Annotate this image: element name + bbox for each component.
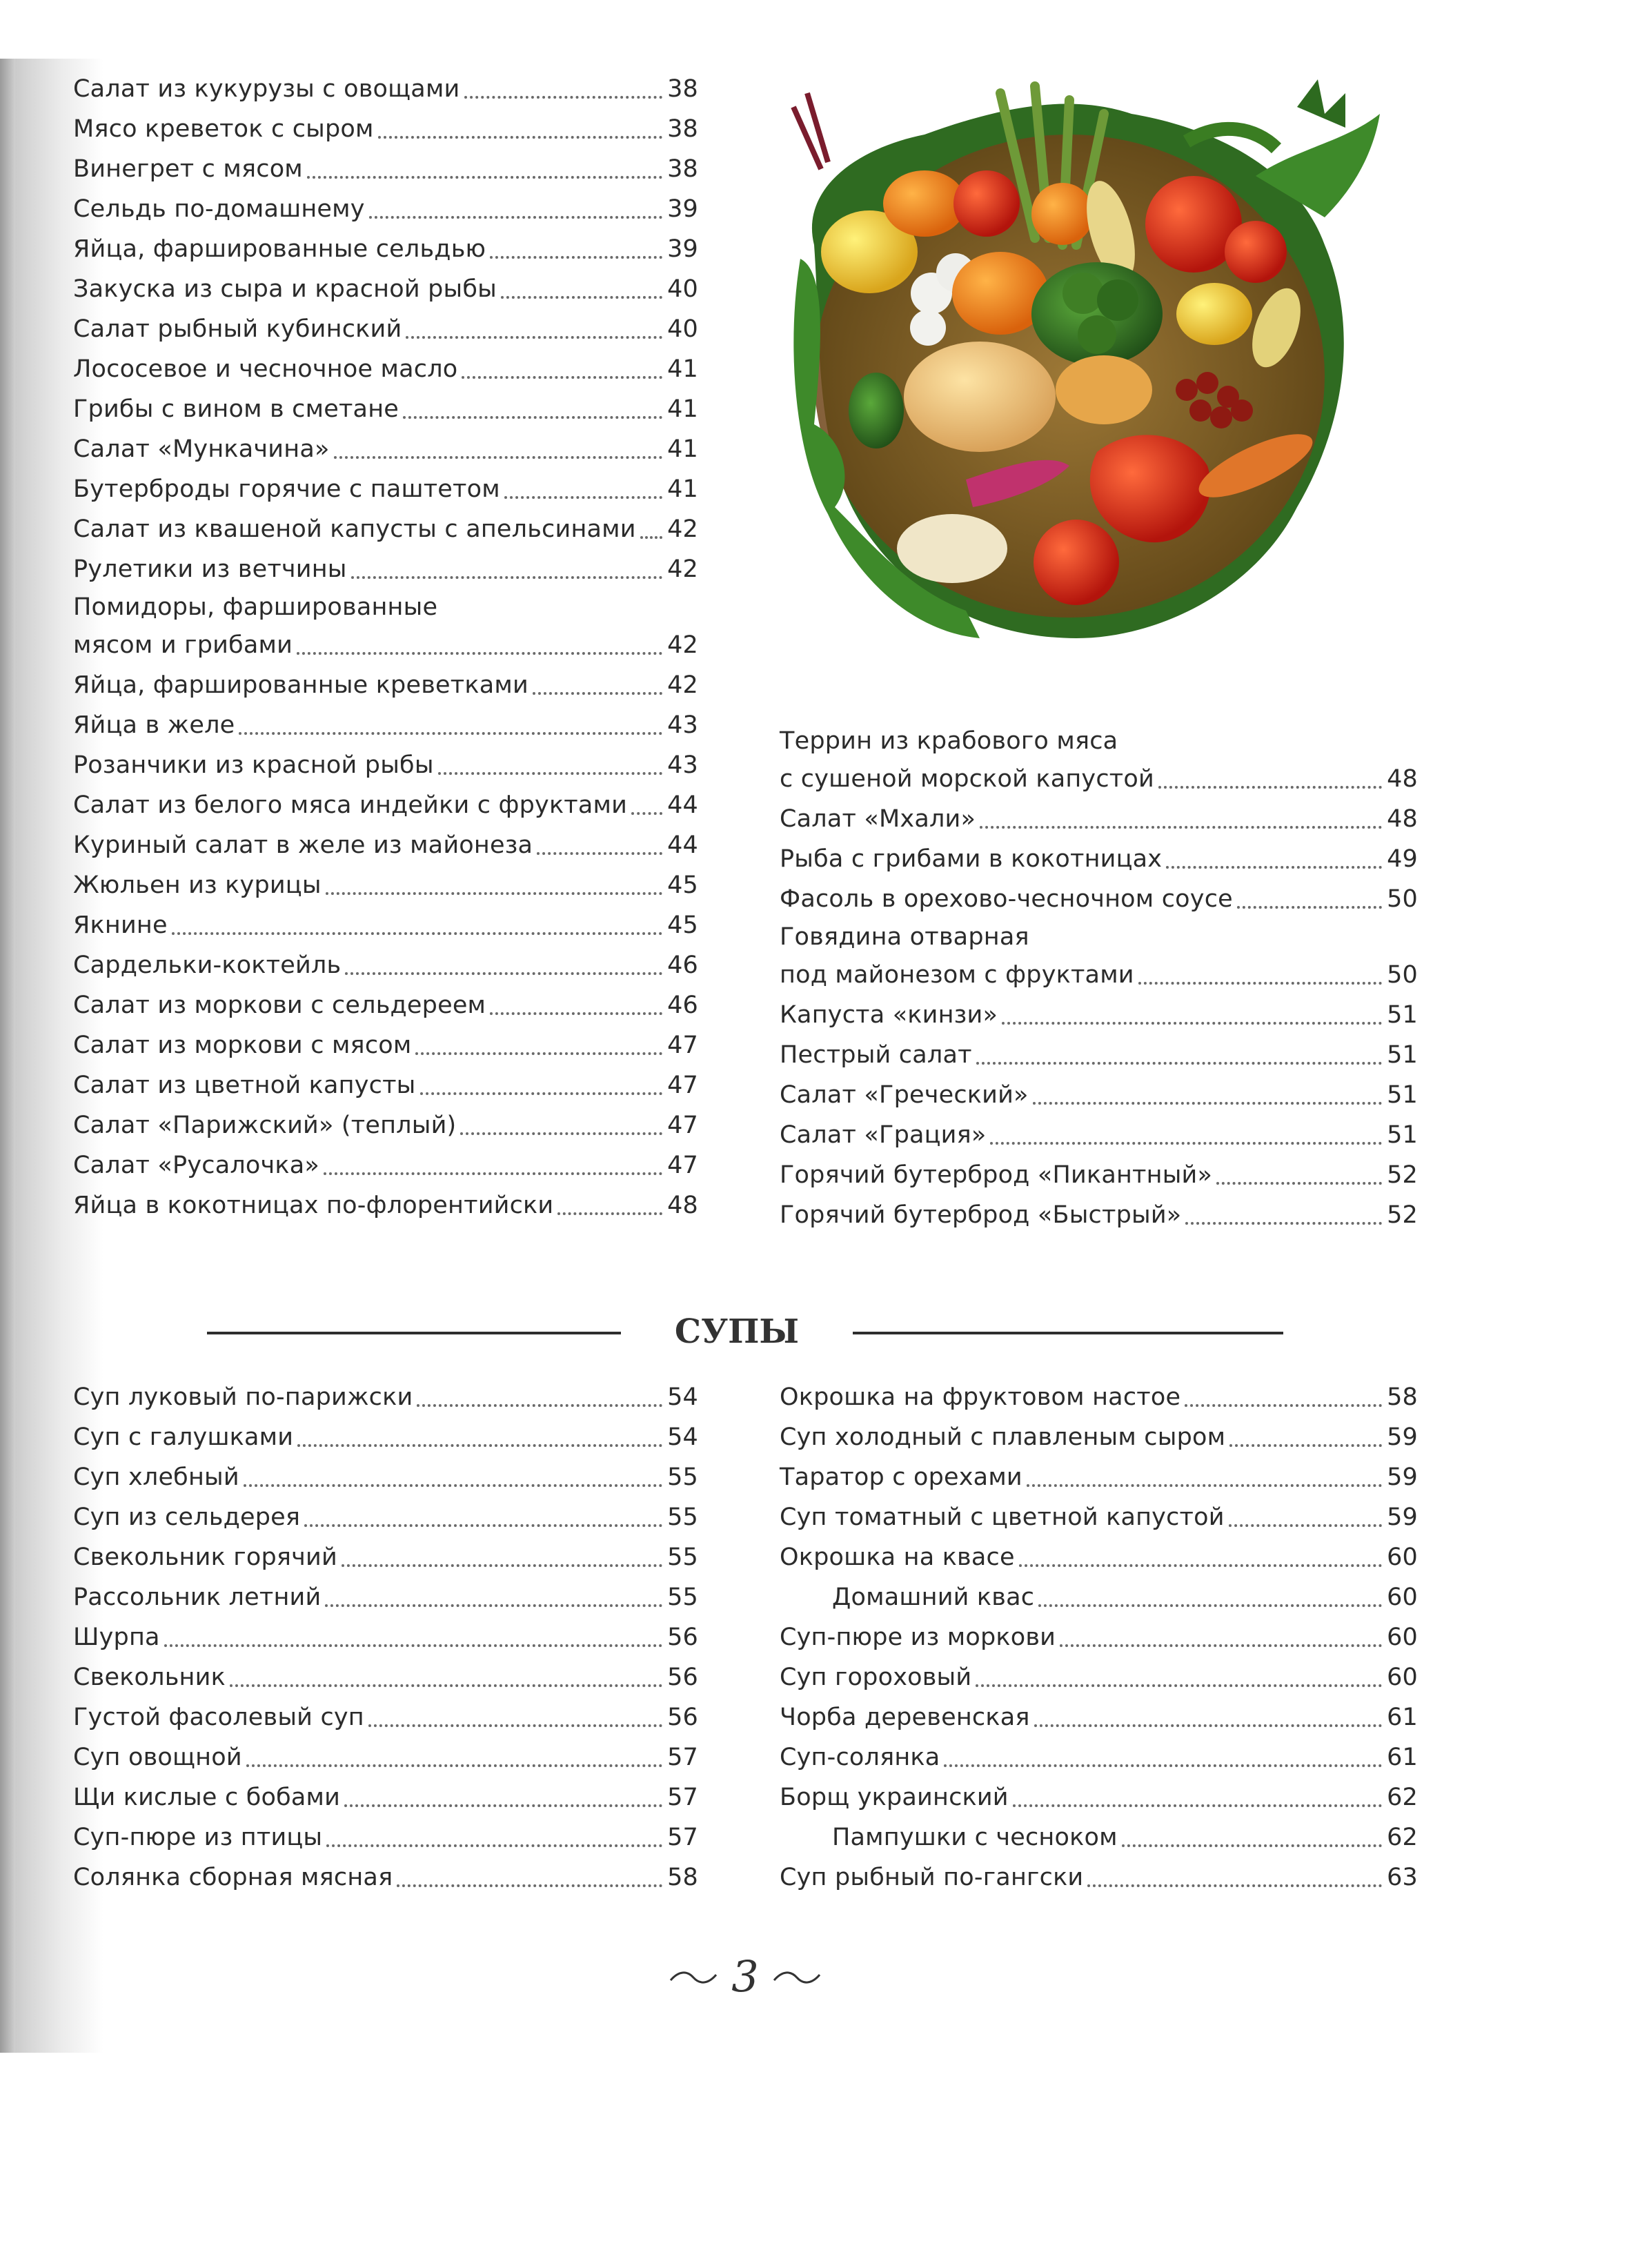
toc-entry[interactable] [780,1075,1418,1115]
toc-subentry[interactable] [780,1577,1418,1617]
toc-entry[interactable] [73,69,698,109]
toc-entry[interactable] [73,509,698,549]
toc-entry-title: Салат рыбный кубинский [73,315,402,343]
toc-entry-title: Рассольник летний [73,1584,322,1611]
toc-leader-dots [640,536,662,539]
toc-entry[interactable] [780,1697,1418,1737]
toc-leader-dots [464,96,663,99]
toc-leader-dots [1229,1524,1382,1527]
toc-leader-dots [1027,1484,1382,1487]
toc-entry-page: 54 [667,1383,698,1411]
toc-entry[interactable] [73,905,698,945]
toc-entry-page: 51 [1387,1121,1418,1149]
toc-entry-page: 41 [667,355,698,383]
toc-leader-dots [1013,1804,1382,1807]
toc-leader-dots [1002,1022,1382,1025]
toc-entry[interactable] [73,825,698,865]
toc-entry-page: 50 [1387,961,1418,989]
toc-leader-dots [304,1524,662,1527]
toc-entry-page: 60 [1387,1584,1418,1611]
toc-entry[interactable] [780,1537,1418,1577]
toc-entry[interactable] [73,945,698,985]
toc-entry-page: 47 [667,1152,698,1179]
toc-entry[interactable] [780,1657,1418,1697]
toc-leader-dots [297,1444,662,1447]
toc-entry-page: 55 [667,1463,698,1491]
toc-entry-page: 45 [667,871,698,899]
toc-entry[interactable] [780,839,1418,879]
toc-entry[interactable] [780,1497,1418,1537]
toc-entry[interactable] [780,799,1418,839]
toc-entry-page: 41 [667,435,698,463]
toc-leader-dots [438,772,662,775]
section-title: СУПЫ [674,1312,800,1351]
toc-leader-dots [172,932,662,935]
toc-entry-title: Суп-пюре из моркови [780,1624,1056,1651]
toc-entry-title: Закуска из сыра и красной рыбы [73,275,497,303]
toc-leader-dots [326,892,662,895]
toc-entry[interactable] [73,985,698,1025]
toc-entry-title: Суп с галушками [73,1423,294,1451]
toc-entry[interactable] [780,1195,1418,1235]
toc-entry-page: 48 [1387,805,1418,833]
toc-entry-title: Пампушки с чесноком [832,1824,1118,1851]
toc-leader-dots [533,692,662,695]
toc-leader-dots [369,216,662,219]
toc-entry[interactable] [73,469,698,509]
toc-leader-dots [460,1132,662,1135]
toc-entry-page: 62 [1387,1824,1418,1851]
toc-entry-title: Террин из крабового мяса [780,727,1118,755]
toc-entry-page: 59 [1387,1423,1418,1451]
toc-entry-title: Салат «Греческий» [780,1081,1029,1109]
toc-entry-page: 44 [667,831,698,859]
toc-entry[interactable] [73,1577,698,1617]
toc-entry[interactable] [780,1857,1418,1897]
toc-column-top-right [780,723,1418,1235]
toc-entry-page: 52 [1387,1161,1418,1189]
toc-entry-title: Суп гороховый [780,1664,972,1691]
toc-entry-title: под майонезом с фруктами [780,961,1134,989]
toc-entry-title: Рыба с грибами в кокотницах [780,845,1163,873]
toc-leader-dots [976,1062,1382,1065]
toc-entry[interactable] [73,1697,698,1737]
toc-entry-title: Суп из сельдерея [73,1503,301,1531]
toc-entry[interactable] [73,1497,698,1537]
toc-entry[interactable] [73,349,698,389]
toc-entry-page: 58 [667,1864,698,1891]
toc-leader-dots [324,1172,662,1175]
toc-entry[interactable] [73,1737,698,1777]
toc-leader-dots [1185,1222,1382,1225]
toc-entry-page: 47 [667,1072,698,1099]
toc-entry-title: Жюльен из курицы [73,871,322,899]
toc-entry-page: 42 [667,671,698,699]
toc-entry[interactable] [780,759,1418,799]
toc-entry[interactable] [73,1105,698,1145]
toc-leader-dots [325,1604,662,1607]
toc-entry-page: 40 [667,275,698,303]
toc-entry-page: 51 [1387,1001,1418,1029]
toc-entry[interactable] [780,1457,1418,1497]
toc-entry-title: мясом и грибами [73,631,293,659]
toc-entry-title: Розанчики из красной рыбы [73,751,434,779]
toc-entry-page: 54 [667,1423,698,1451]
toc-entry-title: Лососевое и чесночное масло [73,355,458,383]
toc-entry-title: Салат из моркови с сельдереем [73,992,486,1019]
toc-entry-page: 44 [667,791,698,819]
toc-entry[interactable] [780,955,1418,995]
toc-entry-page: 39 [667,235,698,263]
toc-leader-dots [344,1804,662,1807]
toc-entry-title: Салат «Парижский» (теплый) [73,1112,457,1139]
toc-entry[interactable] [73,1065,698,1105]
toc-entry-page: 40 [667,315,698,343]
toc-leader-dots [307,176,662,179]
toc-entry[interactable] [73,705,698,745]
toc-entry-title: Борщ украинский [780,1784,1009,1811]
toc-subentry[interactable] [780,1817,1418,1857]
page-number [642,1946,849,2008]
toc-entry[interactable] [73,1377,698,1417]
toc-entry-page: 55 [667,1503,698,1531]
toc-leader-dots [345,972,662,975]
toc-leader-dots [164,1644,662,1647]
toc-entry-title: с сушеной морской капустой [780,765,1154,793]
toc-entry-title: Рулетики из ветчины [73,555,347,583]
toc-entry-page: 61 [1387,1744,1418,1771]
toc-entry-title: Домашний квас [832,1584,1035,1611]
toc-entry-page: 42 [667,631,698,659]
toc-entry[interactable] [73,1777,698,1817]
toc-entry[interactable] [73,389,698,429]
toc-entry-page: 60 [1387,1624,1418,1651]
toc-entry-title: Окрошка на квасе [780,1544,1015,1571]
toc-leader-dots [378,136,662,139]
toc-leader-dots [557,1212,662,1215]
toc-leader-dots [334,456,662,459]
toc-leader-dots [537,852,662,855]
toc-entry-page: 46 [667,951,698,979]
toc-entry-page: 63 [1387,1864,1418,1891]
toc-entry[interactable] [73,1617,698,1657]
toc-entry-title: Щи кислые с бобами [73,1784,341,1811]
toc-entry[interactable] [73,1537,698,1577]
toc-entry-title: Суп-солянка [780,1744,940,1771]
toc-leader-dots [1060,1644,1382,1647]
toc-entry-page: 49 [1387,845,1418,873]
toc-entry-title: Суп хлебный [73,1463,239,1491]
toc-entry-title: Фасоль в орехово-чесночном соусе [780,885,1233,913]
toc-entry-page: 48 [1387,765,1418,793]
toc-leader-dots [415,1052,662,1055]
toc-entry-page: 59 [1387,1503,1418,1531]
toc-entry-title: Таратор с орехами [780,1463,1022,1491]
toc-entry-page: 56 [667,1664,698,1691]
toc-entry-page: 42 [667,555,698,583]
toc-leader-dots [1216,1182,1382,1185]
toc-leader-dots [1038,1604,1382,1607]
toc-leader-dots [1033,1102,1382,1105]
toc-entry-title: Грибы с вином в сметане [73,395,399,423]
toc-entry-page: 60 [1387,1544,1418,1571]
toc-entry-page: 38 [667,155,698,183]
toc-entry-page: 45 [667,911,698,939]
toc-entry-title: Салат «Мункачина» [73,435,330,463]
toc-entry-page: 62 [1387,1784,1418,1811]
toc-entry-first-line[interactable] [73,589,698,625]
toc-entry[interactable] [73,109,698,149]
toc-entry-page: 52 [1387,1201,1418,1229]
toc-leader-dots [501,296,662,299]
page-number-value: 3 [731,1951,759,2002]
toc-leader-dots [368,1724,662,1727]
toc-entry[interactable] [73,1457,698,1497]
toc-entry[interactable] [73,1657,698,1697]
section-rule-left [207,1332,621,1334]
toc-entry-title: Сардельки-коктейль [73,951,342,979]
toc-entry-title: Суп рыбный по-гангски [780,1864,1084,1891]
toc-entry[interactable] [780,1417,1418,1457]
toc-entry-page: 59 [1387,1463,1418,1491]
toc-entry[interactable] [73,745,698,785]
toc-entry[interactable] [73,1857,698,1897]
toc-leader-dots [246,1764,662,1767]
toc-leader-dots [1185,1404,1382,1407]
toc-leader-dots [1087,1884,1382,1887]
toc-entry-page: 50 [1387,885,1418,913]
toc-leader-dots [980,826,1382,829]
toc-entry-title: Яйца, фаршированные сельдью [73,235,486,263]
toc-leader-dots [420,1092,663,1095]
toc-entry-title: Свекольник [73,1664,226,1691]
toc-entry-title: Шурпа [73,1624,160,1651]
toc-entry-page: 61 [1387,1704,1418,1731]
toc-entry[interactable] [73,229,698,269]
toc-entry-page: 57 [667,1784,698,1811]
toc-leader-dots [1138,982,1382,985]
toc-entry-page: 57 [667,1744,698,1771]
toc-entry-title: Яйца в желе [73,711,235,739]
toc-entry-title: Якнине [73,911,168,939]
toc-entry-page: 56 [667,1624,698,1651]
toc-entry-title: Куриный салат в желе из майонеза [73,831,533,859]
toc-entry[interactable] [780,1115,1418,1155]
toc-entry[interactable] [73,1817,698,1857]
toc-entry[interactable] [780,995,1418,1035]
toc-entry-title: Солянка сборная мясная [73,1864,393,1891]
toc-entry[interactable] [73,1185,698,1225]
toc-leader-dots [342,1564,662,1567]
toc-entry-title: Салат «Грация» [780,1121,987,1149]
toc-entry-title: Суп овощной [73,1744,242,1771]
toc-entry[interactable] [73,1417,698,1457]
toc-entry-page: 51 [1387,1041,1418,1069]
toc-leader-dots [326,1844,662,1847]
toc-leader-dots [631,812,662,815]
toc-column-bottom-left [73,1377,698,1897]
toc-entry-title: Салат «Мхали» [780,805,976,833]
toc-leader-dots [1237,906,1382,909]
section-heading-soups [207,1304,1283,1359]
toc-entry-page: 51 [1387,1081,1418,1109]
toc-entry[interactable] [73,189,698,229]
toc-entry-page: 60 [1387,1664,1418,1691]
toc-entry-title: Салат из белого мяса индейки с фруктами [73,791,628,819]
toc-entry-page: 41 [667,475,698,503]
toc-leader-dots [490,1012,662,1015]
toc-column-bottom-right [780,1377,1418,1897]
toc-entry-title: Горячий бутерброд «Пикантный» [780,1161,1213,1189]
toc-entry-title: Суп холодный с плавленым сыром [780,1423,1226,1451]
toc-entry[interactable] [780,1737,1418,1777]
toc-entry-title: Мясо креветок с сыром [73,115,374,143]
toc-entry-title: Горячий бутерброд «Быстрый» [780,1201,1182,1229]
toc-leader-dots [230,1684,662,1687]
tilde-ornament-left [669,1969,718,1986]
toc-leader-dots [351,576,662,579]
toc-entry-title: Бутерброды горячие с паштетом [73,475,500,503]
toc-leader-dots [490,256,662,259]
toc-leader-dots [1019,1564,1382,1567]
toc-entry-page: 39 [667,195,698,223]
toc-leader-dots [462,376,662,379]
toc-entry[interactable] [780,1377,1418,1417]
toc-leader-dots [239,732,662,735]
toc-entry-page: 48 [667,1192,698,1219]
toc-entry[interactable] [780,1617,1418,1657]
toc-entry-page: 55 [667,1584,698,1611]
toc-entry[interactable] [73,429,698,469]
toc-entry[interactable] [73,1145,698,1185]
toc-entry-page: 58 [1387,1383,1418,1411]
toc-entry[interactable] [73,269,698,309]
toc-entry-title: Салат «Русалочка» [73,1152,320,1179]
toc-entry-page: 42 [667,515,698,543]
toc-entry-page: 55 [667,1544,698,1571]
toc-entry[interactable] [73,1025,698,1065]
toc-entry[interactable] [780,1155,1418,1195]
tilde-ornament-right [773,1969,821,1986]
toc-entry[interactable] [73,149,698,189]
toc-leader-dots [403,416,662,419]
toc-entry-page: 56 [667,1704,698,1731]
section-rule-right [853,1332,1283,1334]
toc-entry-title: Свекольник горячий [73,1544,337,1571]
toc-leader-dots [990,1142,1382,1145]
toc-entry-page: 38 [667,75,698,103]
toc-entry-page: 41 [667,395,698,423]
toc-entry-page: 43 [667,711,698,739]
toc-entry-title: Окрошка на фруктовом настое [780,1383,1181,1411]
toc-entry[interactable] [73,865,698,905]
toc-entry-page: 57 [667,1824,698,1851]
page-binding-edge [0,59,15,2053]
toc-entry-title: Яйца в кокотницах по-флорентийски [73,1192,554,1219]
toc-entry[interactable] [73,785,698,825]
toc-leader-dots [297,652,662,655]
toc-leader-dots [976,1684,1382,1687]
toc-entry[interactable] [780,1035,1418,1075]
toc-leader-dots [504,496,662,499]
toc-entry-title: Салат из квашеной капусты с апельсинами [73,515,636,543]
vegetable-basket-photo [773,66,1407,687]
toc-leader-dots [406,336,662,339]
toc-entry[interactable] [73,549,698,589]
toc-leader-dots [417,1404,662,1407]
toc-entry-title: Пестрый салат [780,1041,972,1069]
toc-entry-title: Суп-пюре из птицы [73,1824,323,1851]
toc-leader-dots [244,1484,662,1487]
toc-leader-dots [1229,1444,1382,1447]
toc-entry-title: Говядина отварная [780,923,1029,951]
toc-entry[interactable] [73,309,698,349]
toc-entry-title: Помидоры, фаршированные [73,593,438,621]
toc-entry[interactable] [73,665,698,705]
toc-entry-page: 38 [667,115,698,143]
toc-entry[interactable] [73,625,698,665]
toc-leader-dots [1122,1844,1382,1847]
toc-entry[interactable] [780,1777,1418,1817]
toc-entry-title: Сельдь по-домашнему [73,195,365,223]
toc-entry-title: Яйца, фаршированные креветками [73,671,528,699]
toc-entry-page: 47 [667,1032,698,1059]
toc-entry-title: Суп луковый по-парижски [73,1383,413,1411]
toc-leader-dots [397,1884,662,1887]
toc-entry-page: 43 [667,751,698,779]
toc-leader-dots [944,1764,1382,1767]
toc-entry-title: Салат из цветной капусты [73,1072,416,1099]
toc-leader-dots [1158,786,1382,789]
toc-entry-title: Капуста «кинзи» [780,1001,998,1029]
toc-entry-page: 46 [667,992,698,1019]
toc-leader-dots [1166,866,1382,869]
toc-entry-title: Винегрет с мясом [73,155,303,183]
toc-entry-first-line[interactable] [780,919,1418,955]
toc-entry-page: 47 [667,1112,698,1139]
toc-entry-title: Суп томатный с цветной капустой [780,1503,1225,1531]
toc-entry-first-line[interactable] [780,723,1418,759]
toc-entry-title: Чорба деревенская [780,1704,1030,1731]
toc-entry[interactable] [780,879,1418,919]
toc-leader-dots [1034,1724,1382,1727]
toc-entry-title: Густой фасолевый суп [73,1704,364,1731]
toc-column-top-left [73,69,698,1225]
toc-entry-title: Салат из кукурузы с овощами [73,75,460,103]
toc-entry-title: Салат из моркови с мясом [73,1032,412,1059]
